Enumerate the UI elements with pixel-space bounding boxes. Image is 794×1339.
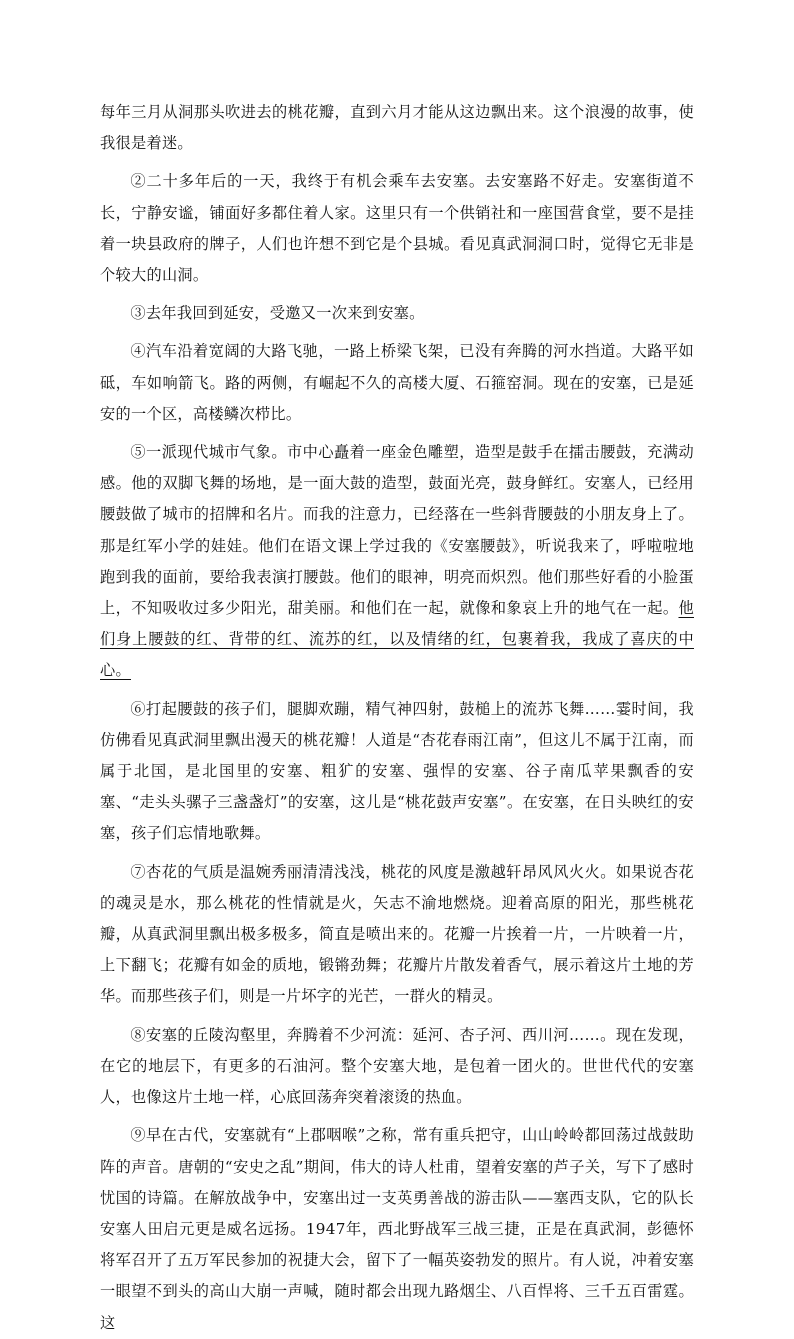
paragraph — [100, 166, 694, 291]
paragraph-text: ④汽车沿着宽阔的大路飞驰，一路上桥梁飞架，已没有奔腾的河水挡道。大路平如砥，车如响箭飞。路的两侧，有崛起不久的高楼大厦、石箍窑洞。现在的安塞，已是延安的一个区，高楼鳞次栉比。 — [100, 342, 694, 423]
paragraph — [100, 857, 694, 1013]
paragraph — [100, 336, 694, 430]
paragraph — [100, 1020, 694, 1114]
paragraph — [100, 694, 694, 850]
paragraph — [100, 1120, 694, 1338]
paragraph-text: ②二十多年后的一天，我终于有机会乘车去安塞。去安塞路不好走。安塞街道不长，宁静安谧，铺面好多都住着人家。这里只有一个供销社和一座国营食堂，要不是挂着一块县政府的牌子，人们也许想不到它是个县城。看见真武洞洞口时，觉得它无非是个较大的山洞。 — [100, 172, 694, 285]
paragraph-text: ⑤一派现代城市气象。市中心矗着一座金色雕塑，造型是鼓手在擂击腰鼓，充满动感。他的双脚飞舞的场地，是一面大鼓的造型，鼓面光亮，鼓身鲜红。安塞人，已经用腰鼓做了城市的招牌和名片。而我的注意力，已经落在一些斜背腰鼓的小朋友身上了。那是红军小学的娃娃。他们在语文课上学过我的《安塞腰鼓》，听说我来了，呼啦啦地跑到我的面前，要给我表演打腰鼓。他们的眼神，明亮而炽烈。他们那些好看的小脸蛋上，不知吸收过多少阳光，甜美丽。和他们在一起，就像和象哀上升的地气在一起。 — [100, 443, 694, 618]
paragraph — [100, 97, 694, 159]
paragraph-text: ⑨早在古代，安塞就有“上郡咽喉”之称，常有重兵把守，山山岭岭都回荡过战鼓助阵的声音。唐朝的“安史之乱”期间，伟大的诗人杜甫，望着安塞的芦子关，写下了感时忧国的诗篇。在解放战争中，安塞出过一支英勇善战的游击队——塞西支队，它的队长安塞人田启元更是威名远扬。1947年，西北野战军三战三捷，正是在真武洞，彭德怀将军召开了五万军民参加的祝捷大会，留下了一幅英姿勃发的照片。有人说，冲着安塞一眼望不到头的高山大崩一声喊，随时都会出现九路烟尘、八百悍将、三千五百雷霆。这 — [100, 1126, 694, 1332]
underlined-sentence: 他们身上腰鼓的红、背带的红、流苏的红，以及情绪的红，包裹着我，我成了喜庆的中心。 — [100, 599, 694, 680]
paragraph-text: ⑥打起腰鼓的孩子们，腿脚欢蹦，精气神四射，鼓槌上的流苏飞舞……霎时间，我仿佛看见真武洞里飘出漫天的桃花瓣！人道是“杏花春雨江南”，但这儿不属于江南，而属于北国，是北国里的安塞、粗犷的安塞、强悍的安塞、谷子南瓜苹果飘香的安塞、“走头头骡子三盏盏灯”的安塞，这儿是“桃花鼓声安塞”。在安塞，在日头映红的安塞，孩子们忘情地歌舞。 — [100, 699, 694, 843]
paragraph — [100, 298, 694, 329]
paragraph — [100, 437, 694, 687]
paragraph-text: 每年三月从洞那头吹进去的桃花瓣，直到六月才能从这边飘出来。这个浪漫的故事，使我很是着迷。 — [100, 103, 694, 153]
paragraph-text: ⑧安塞的丘陵沟壑里，奔腾着不少河流：延河、杏子河、西川河……。现在发现，在它的地层下，有更多的石油河。整个安塞大地，是包着一团火的。世世代代的安塞人，也像这片土地一样，心底回荡奔突着滚烫的热血。 — [100, 1025, 694, 1107]
paragraph-text: ⑦杏花的气质是温婉秀丽清清浅浅，桃花的风度是激越轩昂风风火火。如果说杏花的魂灵是水，那么桃花的性情就是火，矢志不渝地燃烧。迎着高原的阳光，那些桃花瓣，从真武洞里飘出极多极多，简直是喷出来的。花瓣一片挨着一片，一片映着一片，上下翻飞；花瓣有如金的质地，锻锵劲舞；花瓣片片散发着香气，展示着这片土地的芳华。而那些孩子们，则是一片坏字的光芒，一群火的精灵。 — [100, 862, 694, 1006]
paragraph-text: ③去年我回到延安，受邀又一次来到安塞。 — [130, 304, 425, 323]
